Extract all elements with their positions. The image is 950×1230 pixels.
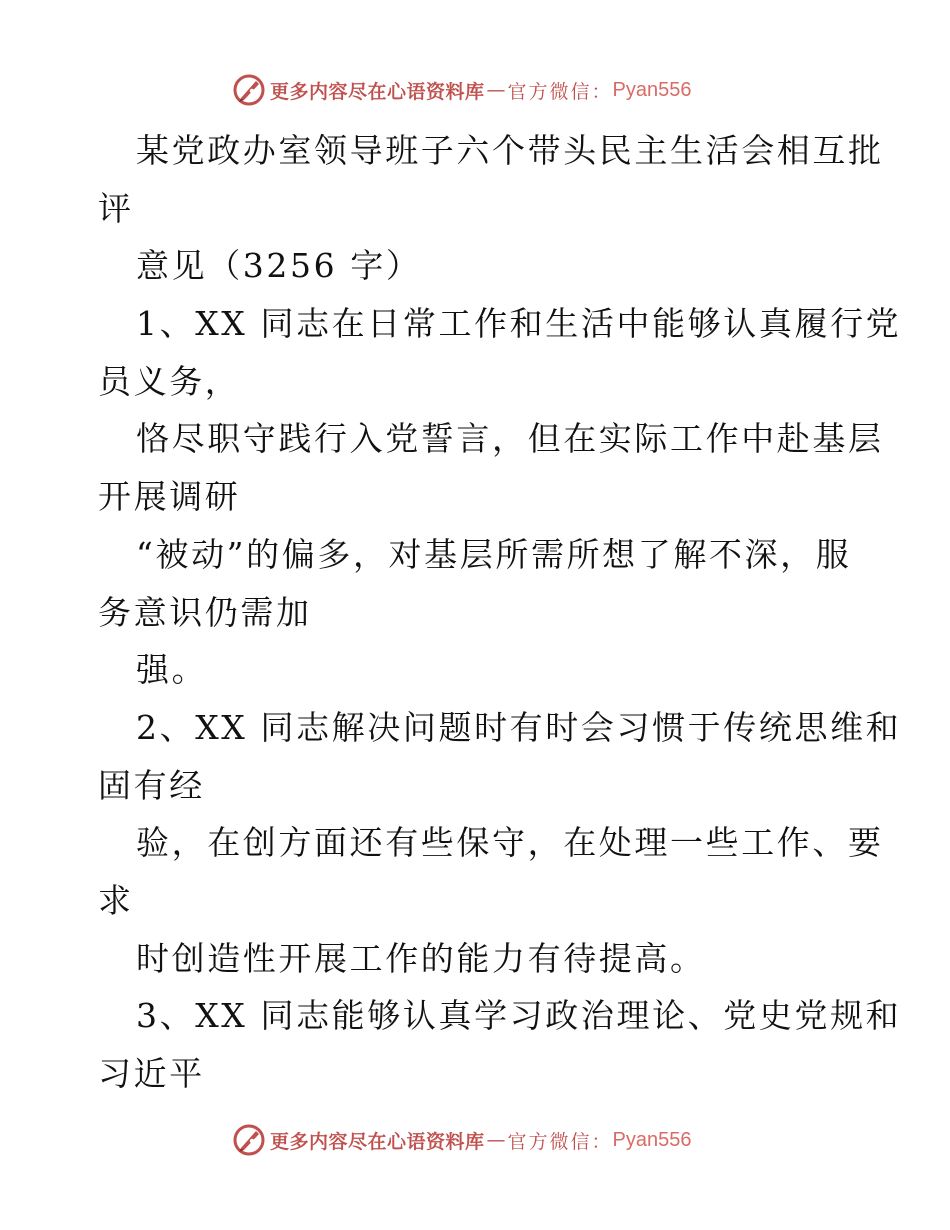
paragraph-line: 开展调研 bbox=[98, 477, 241, 517]
title-line-1: 某党政办室领导班子六个带头民主生活会相互批 bbox=[136, 131, 884, 170]
watermark-brand: 更多内容尽在心语资料库 bbox=[270, 1130, 485, 1153]
paragraph-line: 时创造性开展工作的能力有待提高。 bbox=[136, 938, 706, 978]
paragraph-line: 1、XX 同志在日常工作和生活中能够认真履行党 bbox=[136, 304, 902, 344]
pen-circle-logo-icon bbox=[232, 73, 266, 107]
document-body bbox=[98, 122, 902, 1103]
watermark-label: 官方微信： bbox=[507, 80, 613, 103]
title-line-2: 评 bbox=[98, 188, 134, 228]
paragraph-line: 恪尽职守践行入党誓言，但在实际工作中赴基层 bbox=[136, 419, 884, 459]
watermark-wechat-id: Pyan556 bbox=[612, 1128, 692, 1151]
paragraph-line: 强。 bbox=[136, 650, 208, 690]
footer-watermark bbox=[232, 1120, 752, 1160]
paragraph-line: 务意识仍需加 bbox=[98, 592, 312, 632]
paragraph-line: 验，在创方面还有些保守，在处理一些工作、要 bbox=[136, 823, 884, 863]
paragraph-line: 固有经 bbox=[98, 765, 205, 805]
paragraph-line: 求 bbox=[98, 880, 134, 920]
paragraph-line: 2、XX 同志解决问题时有时会习惯于传统思维和 bbox=[136, 707, 902, 747]
paragraph-line: 员义务， bbox=[98, 361, 241, 401]
paragraph-line: 3、XX 同志能够认真学习政治理论、党史党规和 bbox=[136, 996, 902, 1036]
header-watermark bbox=[232, 70, 752, 110]
paragraph-line: “被动”的偏多，对基层所需所想了解不深，服 bbox=[136, 534, 852, 574]
paragraph-line: 习近平 bbox=[98, 1054, 205, 1093]
watermark-label: 官方微信： bbox=[507, 1130, 613, 1153]
watermark-wechat-id: Pyan556 bbox=[612, 78, 692, 101]
title-line-3: 意见（3256 字） bbox=[136, 246, 422, 286]
watermark-dash: — bbox=[486, 1129, 506, 1151]
watermark-brand: 更多内容尽在心语资料库 bbox=[270, 80, 485, 103]
pen-circle-logo-icon bbox=[232, 1123, 266, 1157]
watermark-dash: — bbox=[486, 79, 506, 101]
